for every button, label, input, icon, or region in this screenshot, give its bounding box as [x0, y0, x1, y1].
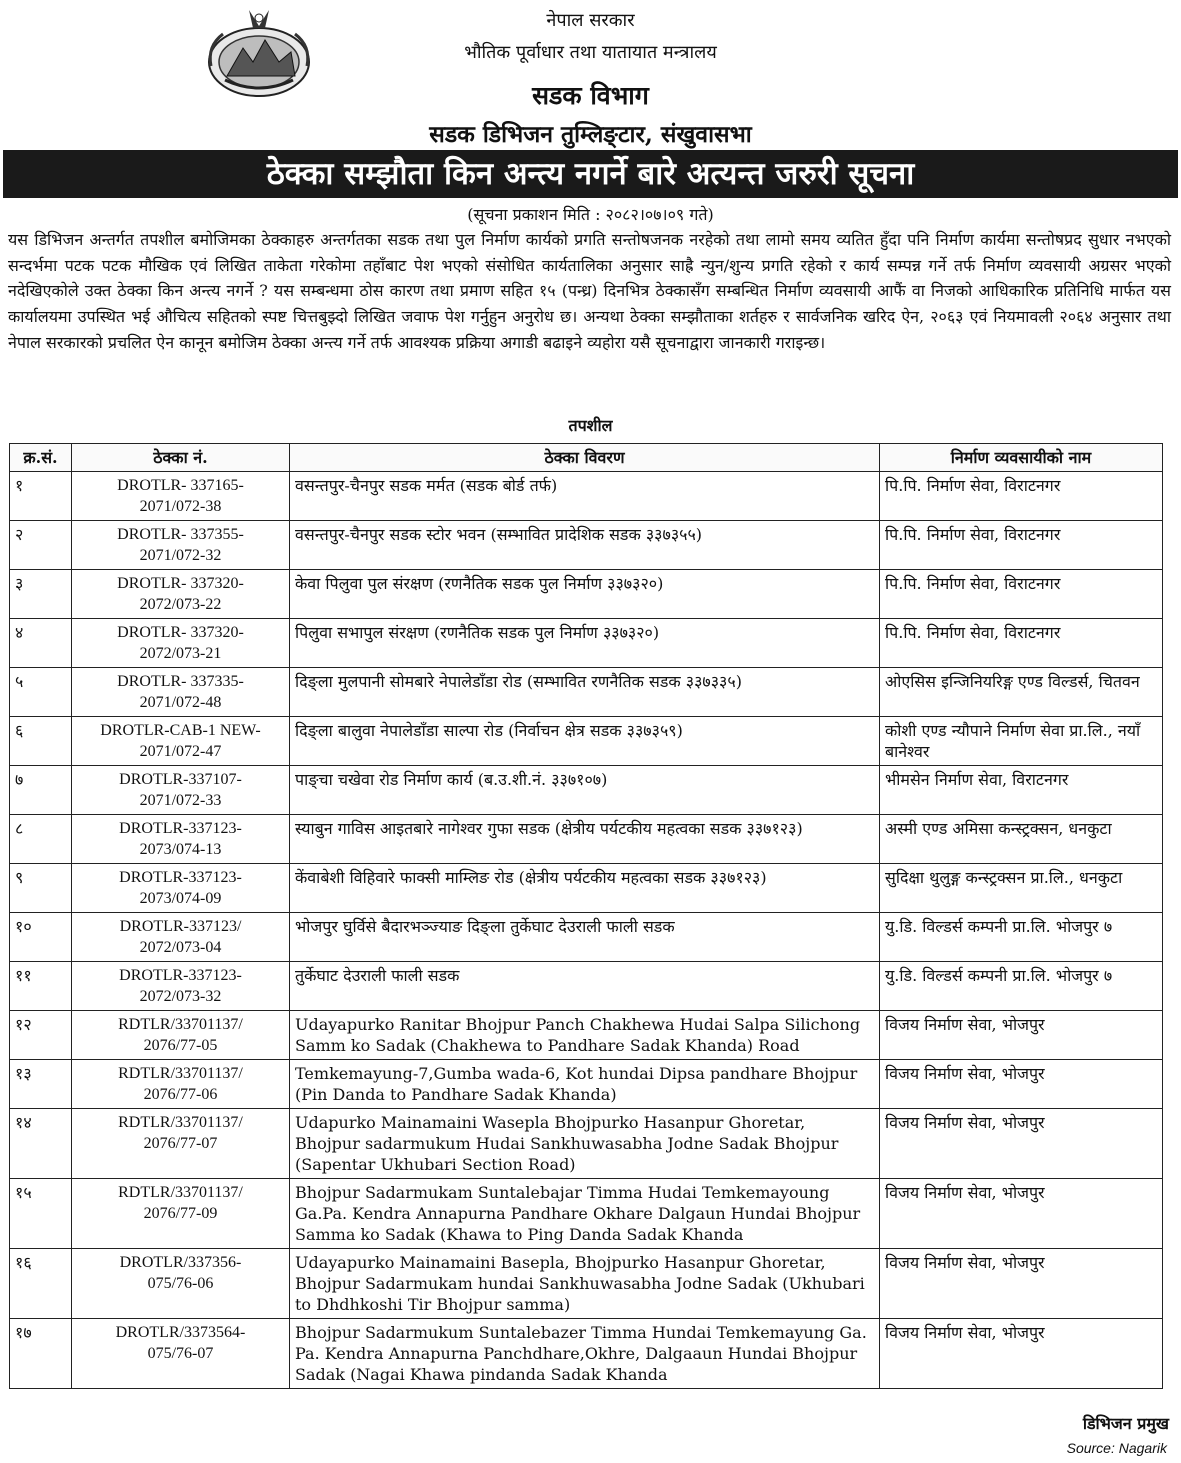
row-contract-no: DROTLR-337107- 2071/072-33: [72, 766, 290, 815]
row-sn: १३: [10, 1060, 72, 1109]
table-row: [10, 864, 1163, 913]
row-sn: २: [10, 521, 72, 570]
signer: डिभिजन प्रमुख: [1082, 1414, 1169, 1433]
row-sn: ११: [10, 962, 72, 1011]
row-sn: ४: [10, 619, 72, 668]
notice-title: ठेक्का सम्झौता किन अन्त्य नगर्ने बारे अत्यन्त जरुरी सूचना: [3, 150, 1178, 198]
header-sn: क्र.सं.: [10, 444, 72, 472]
row-contract-no: DROTLR-CAB-1 NEW- 2071/072-47: [72, 717, 290, 766]
row-description: Bhojpur Sadarmukum Suntalebazer Timma Hundai Temkemayung Ga. Pa. Kendra Annapurna Panchdhare,Okhre, Dalgaaun Hundai Bhojpur Sadak (Nagai Khawa pindanda Sadak Khanda: [290, 1319, 880, 1389]
contracts-table: [9, 443, 1163, 1389]
row-contract-no: RDTLR/33701137/ 2076/77-06: [72, 1060, 290, 1109]
row-contract-no: DROTLR- 337320- 2072/073-22: [72, 570, 290, 619]
row-sn: १४: [10, 1109, 72, 1179]
row-contractor: पि.पि. निर्माण सेवा, विराटनगर: [880, 570, 1163, 619]
row-description: स्याबुन गाविस आइतबारे नागेश्वर गुफा सडक (क्षेत्रीय पर्यटकीय महत्वका सडक ३३७१२३): [290, 815, 880, 864]
row-contract-no: RDTLR/33701137/ 2076/77-09: [72, 1179, 290, 1249]
row-description: Temkemayung-7,Gumba wada-6, Kot hundai Dipsa pandhare Bhojpur (Pin Danda to Pandhare Sadak Khanda): [290, 1060, 880, 1109]
row-contractor: यु.डि. विल्डर्स कम्पनी प्रा.लि. भोजपुर ७: [880, 913, 1163, 962]
row-contractor: विजय निर्माण सेवा, भोजपुर: [880, 1179, 1163, 1249]
notice-body: यस डिभिजन अन्तर्गत तपशील बमोजिमका ठेक्काहरु अन्तर्गतका सडक तथा पुल निर्माण कार्यको प्रगति सन्तोषजनक नरहेको तथा लामो समय व्यतित हुँदा पनि निर्माण कार्यमा सन्तोषप्रद सुधार नभएको सन्दर्भमा पटक पटक मौखिक एवं लिखित ताकेता गरेकोमा तहाँबाट पेश भएको संसोधित कार्यतालिका अनुसार साह्रै न्युन/शुन्य प्रगति रहेको र कार्य सम्पन्न गर्ने तर्फ निर्माण व्यवसायी अग्रसर भएको नदेखिएकोले उक्त ठेक्का किन अन्त्य नगर्ने ? यस सम्बन्धमा ठोस कारण तथा प्रमाण सहित १५ (पन्ध्र) दिनभित्र ठेक्कासँग सम्बन्धित निर्माण व्यवसायी आफैं वा निजको आधिकारिक प्रतिनिधि मार्फत यस कार्यालयमा उपस्थित भई औचित्य सहितको स्पष्ट चित्तबुझ्दो लिखित जवाफ पेश गर्नुहुन अनुरोध छ। अन्यथा ठेक्का सम्झौताका शर्तहरु र सार्वजनिक खरिद ऐन, २०६३ एवं नियमावली २०६४ अनुसार तथा नेपाल सरकारको प्रचलित ऐन कानून बमोजिम ठेक्का अन्त्य गर्ने तर्फ आवश्यक प्रक्रिया अगाडी बढाइने व्यहोरा यसै सूचनाद्वारा जानकारी गराइन्छ।: [8, 230, 1171, 352]
row-sn: १७: [10, 1319, 72, 1389]
row-contract-no: DROTLR-337123- 2073/074-09: [72, 864, 290, 913]
row-contractor: यु.डि. विल्डर्स कम्पनी प्रा.लि. भोजपुर ७: [880, 962, 1163, 1011]
row-contractor: ओएसिस इन्जिनियरिङ्ग एण्ड विल्डर्स, चितवन: [880, 668, 1163, 717]
row-contract-no: RDTLR/33701137/ 2076/77-07: [72, 1109, 290, 1179]
table-row: [10, 815, 1163, 864]
row-description: केंवाबेशी विहिवारे फाक्सी माम्लिङ रोड (क्षेत्रीय पर्यटकीय महत्वका सडक ३३७१२३): [290, 864, 880, 913]
row-description: तुर्केघाट देउराली फाली सडक: [290, 962, 880, 1011]
table-row: [10, 913, 1163, 962]
row-contractor: पि.पि. निर्माण सेवा, विराटनगर: [880, 472, 1163, 521]
table-row: [10, 717, 1163, 766]
row-contractor: विजय निर्माण सेवा, भोजपुर: [880, 1060, 1163, 1109]
row-contract-no: RDTLR/33701137/ 2076/77-05: [72, 1011, 290, 1060]
department-name: सडक विभाग: [532, 81, 649, 110]
ministry-name: भौतिक पूर्वाधार तथा यातायात मन्त्रालय: [464, 42, 717, 63]
header-description: ठेक्का विवरण: [290, 444, 880, 472]
row-description: पाङ्चा चखेवा रोड निर्माण कार्य (ब.उ.शी.नं. ३३७१०७): [290, 766, 880, 815]
row-description: Udayapurko Ranitar Bhojpur Panch Chakhewa Hudai Salpa Silichong Samm ko Sadak (Chakhewa to Pandhare Sadak Khanda) Road: [290, 1011, 880, 1060]
row-sn: ३: [10, 570, 72, 619]
row-contract-no: DROTLR- 337165- 2071/072-38: [72, 472, 290, 521]
row-sn: ९: [10, 864, 72, 913]
row-contract-no: DROTLR- 337355- 2071/072-32: [72, 521, 290, 570]
header-contract-no: ठेक्का नं.: [72, 444, 290, 472]
row-description: दिङ्ला बालुवा नेपालेडाँडा साल्पा रोड (निर्वाचन क्षेत्र सडक ३३७३५९): [290, 717, 880, 766]
row-sn: १: [10, 472, 72, 521]
row-description: भोजपुर घुर्विसे बैदारभञ्ज्याङ दिङ्ला तुर्केघाट देउराली फाली सडक: [290, 913, 880, 962]
row-contract-no: DROTLR/3373564- 075/76-07: [72, 1319, 290, 1389]
table-row: [10, 570, 1163, 619]
row-contract-no: DROTLR-337123/ 2072/073-04: [72, 913, 290, 962]
publication-date: (सूचना प्रकाशन मिति : २०८२।०७।०९ गते): [467, 205, 714, 224]
table-body: [10, 472, 1163, 1389]
table-row: [10, 962, 1163, 1011]
table-row: [10, 1109, 1163, 1179]
row-sn: १५: [10, 1179, 72, 1249]
table-row: [10, 1011, 1163, 1060]
table-row: [10, 1179, 1163, 1249]
header-contractor: निर्माण व्यवसायीको नाम: [880, 444, 1163, 472]
row-sn: १०: [10, 913, 72, 962]
row-contract-no: DROTLR- 337335- 2071/072-48: [72, 668, 290, 717]
row-contract-no: DROTLR/337356- 075/76-06: [72, 1249, 290, 1319]
row-description: Udayapurko Mainamaini Basepla, Bhojpurko Hasanpur Ghoretar, Bhojpur Sadarmukam hundai Sankhuwasabha Jodne Sadak (Ukhubari to Dhdhkoshi Tir Bhojpur samma): [290, 1249, 880, 1319]
row-description: केवा पिलुवा पुल संरक्षण (रणनैतिक सडक पुल निर्माण ३३७३२०): [290, 570, 880, 619]
row-contract-no: DROTLR-337123- 2073/074-13: [72, 815, 290, 864]
row-contract-no: DROTLR- 337320- 2072/073-21: [72, 619, 290, 668]
row-description: वसन्तपुर-चैनपुर सडक मर्मत (सडक बोर्ड तर्फ): [290, 472, 880, 521]
row-contractor: विजय निर्माण सेवा, भोजपुर: [880, 1249, 1163, 1319]
table-header-row: [10, 444, 1163, 472]
table-row: [10, 1319, 1163, 1389]
row-description: वसन्तपुर-चैनपुर सडक स्टोर भवन (सम्भावित प्रादेशिक सडक ३३७३५५): [290, 521, 880, 570]
row-sn: १२: [10, 1011, 72, 1060]
row-sn: ६: [10, 717, 72, 766]
row-contractor: अस्मी एण्ड अमिसा कन्स्ट्रक्सन, धनकुटा: [880, 815, 1163, 864]
row-contractor: विजय निर्माण सेवा, भोजपुर: [880, 1319, 1163, 1389]
row-contractor: विजय निर्माण सेवा, भोजपुर: [880, 1011, 1163, 1060]
row-contractor: पि.पि. निर्माण सेवा, विराटनगर: [880, 521, 1163, 570]
table-row: [10, 619, 1163, 668]
row-description: पिलुवा सभापुल संरक्षण (रणनैतिक सडक पुल निर्माण ३३७३२०): [290, 619, 880, 668]
row-contractor: कोशी एण्ड न्यौपाने निर्माण सेवा प्रा.लि., नयाँ बानेश्वर: [880, 717, 1163, 766]
table-row: [10, 766, 1163, 815]
source-credit: Source: Nagarik: [1066, 1440, 1167, 1456]
row-sn: ८: [10, 815, 72, 864]
table-row: [10, 1060, 1163, 1109]
details-heading: तपशील: [568, 416, 613, 435]
row-contractor: पि.पि. निर्माण सेवा, विराटनगर: [880, 619, 1163, 668]
government-name: नेपाल सरकार: [546, 10, 635, 31]
row-sn: ७: [10, 766, 72, 815]
division-name: सडक डिभिजन तुम्लिङ्टार, संखुवासभा: [429, 121, 752, 148]
row-contractor: सुदिक्षा थुलुङ्ग कन्स्ट्रक्सन प्रा.लि., धनकुटा: [880, 864, 1163, 913]
row-description: Bhojpur Sadarmukam Suntalebajar Timma Hudai Temkemayoung Ga.Pa. Kendra Annapurna Pandhare Okhare Dalgaun Hundai Bhojpur Samma ko Sadak (Khawa to Ping Danda Sadak Khanda: [290, 1179, 880, 1249]
table-row: [10, 668, 1163, 717]
row-description: Udapurko Mainamaini Wasepla Bhojpurko Hasanpur Ghoretar, Bhojpur sadarmukum Hudai Sankhuwasabha Jodne Sadak Bhojpur (Sapentar Ukhubari Section Road): [290, 1109, 880, 1179]
table-row: [10, 1249, 1163, 1319]
table-row: [10, 521, 1163, 570]
row-contract-no: DROTLR-337123- 2072/073-32: [72, 962, 290, 1011]
row-contractor: भीमसेन निर्माण सेवा, विराटनगर: [880, 766, 1163, 815]
row-description: दिङ्ला मुलपानी सोमबारे नेपालेडाँडा रोड (सम्भावित रणनैतिक सडक ३३७३३५): [290, 668, 880, 717]
row-sn: ५: [10, 668, 72, 717]
row-contractor: विजय निर्माण सेवा, भोजपुर: [880, 1109, 1163, 1179]
table-row: [10, 472, 1163, 521]
row-sn: १६: [10, 1249, 72, 1319]
